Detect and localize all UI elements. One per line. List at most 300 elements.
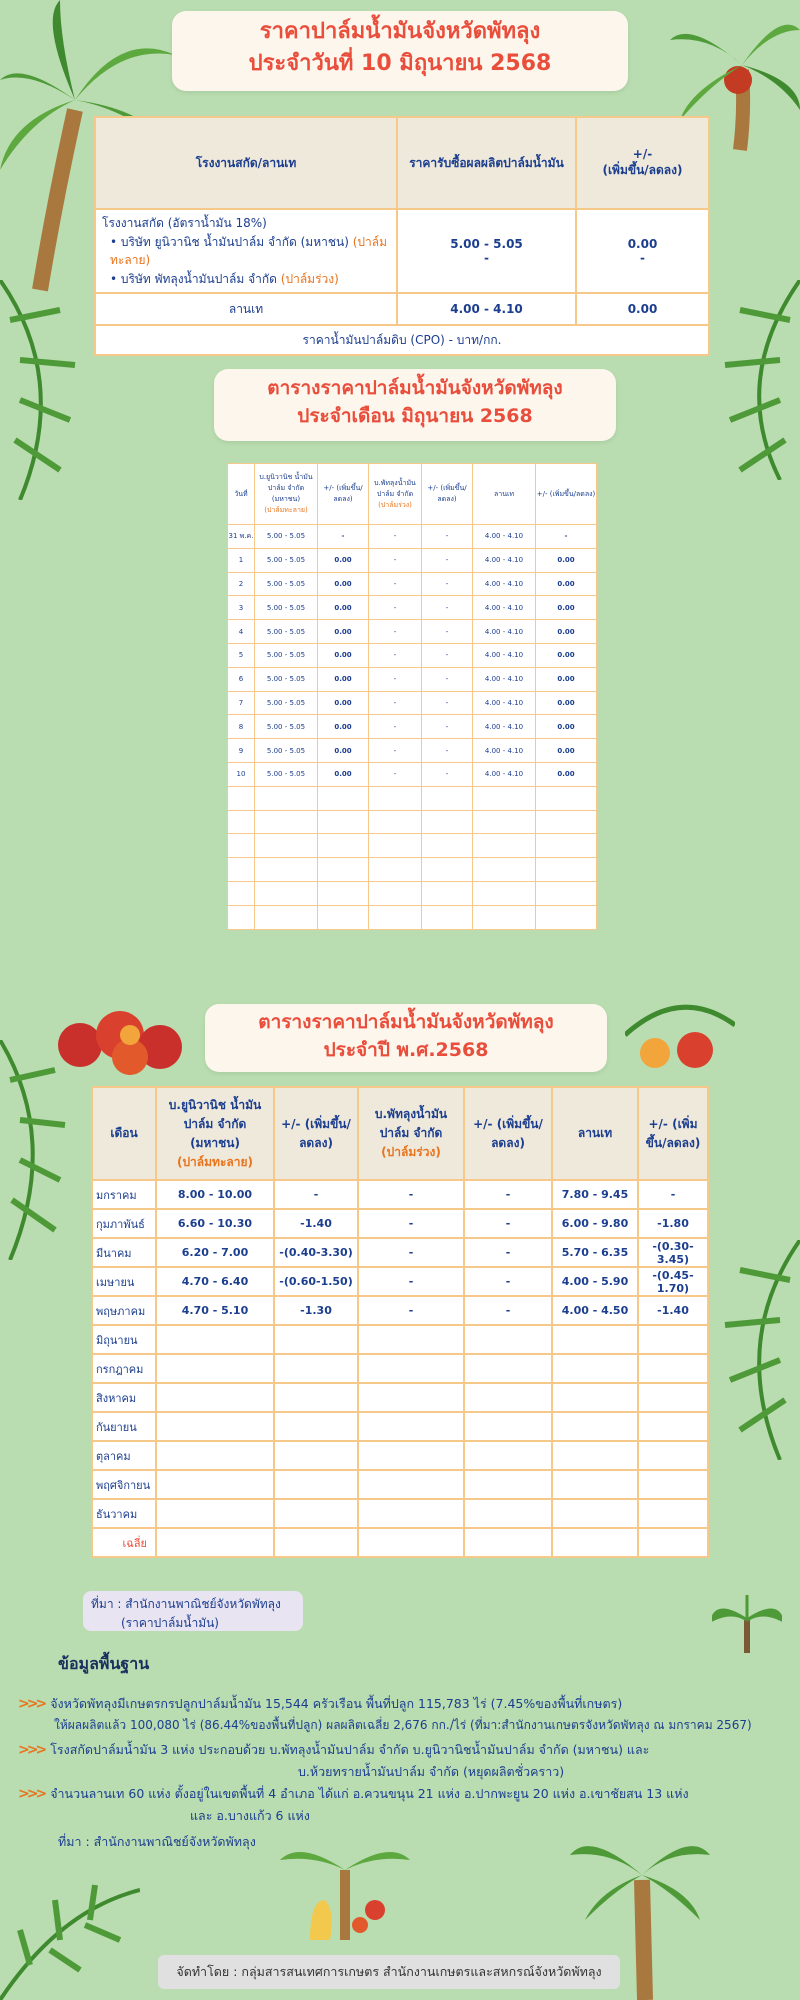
info-text: จำนวนลานเท 60 แห่ง ตั้งอยู่ในเขตพื้นที่ 4 อำเภอ ได้แก่ อ.ควนขนุน 21 แห่ง อ.ปากพะยูน 20 แห่ง อ.เขาชัยสน 13 แห่ง xyxy=(50,1786,689,1801)
table-cell xyxy=(228,810,255,834)
table-cell: - xyxy=(422,596,473,620)
palm-leaf-right-icon xyxy=(720,280,800,480)
month-cell: พฤษภาคม xyxy=(92,1296,156,1325)
column-header: ราคารับซื้อผลผลิตปาล์มน้ำมัน xyxy=(397,117,576,209)
table-cell: 0.00 xyxy=(536,762,597,786)
table-row xyxy=(92,1325,708,1354)
table-cell xyxy=(228,786,255,810)
column-header: +/- (เพิ่มขึ้น/ลดลง) xyxy=(422,464,473,525)
table-cell: 4.00 - 4.50 xyxy=(552,1296,638,1325)
column-header-text: บ.พัทลุงน้ำมันปาล์ม จำกัด xyxy=(374,1107,448,1140)
table-cell: -1.80 xyxy=(638,1209,708,1238)
table-row xyxy=(228,596,597,620)
table-cell: 10 xyxy=(228,762,255,786)
table-row xyxy=(228,525,597,549)
title-line-2: ประจำเดือน มิถุนายน 2568 xyxy=(297,404,533,427)
table-row xyxy=(95,325,709,355)
table-cell xyxy=(369,834,422,858)
table-row xyxy=(92,1267,708,1296)
table-cell: 4.00 - 4.10 xyxy=(473,596,536,620)
table-cell: -(0.60-1.50) xyxy=(274,1267,358,1296)
table-cell xyxy=(274,1470,358,1499)
table-cell xyxy=(228,881,255,905)
table-cell xyxy=(638,1412,708,1441)
factory-tag: (ปาล์มทะลาย) xyxy=(110,234,388,268)
basic-info-item-3 xyxy=(18,1784,689,1825)
month-cell: ธันวาคม xyxy=(92,1499,156,1528)
title-line-2: ประจำวันที่ 10 มิถุนายน 2568 xyxy=(248,50,552,76)
table-row xyxy=(92,1499,708,1528)
column-header: ลานเท xyxy=(473,464,536,525)
change-cell xyxy=(576,209,709,293)
table-cell xyxy=(228,905,255,929)
month-cell: มีนาคม xyxy=(92,1238,156,1267)
table-cell xyxy=(274,1412,358,1441)
info-text: จังหวัดพัทลุงมีเกษตรกรปลูกปาล์มน้ำมัน 15,544 ครัวเรือน พื้นที่ปลูก 115,783 ไร่ (7.45%ของพื้นที่เกษตร) xyxy=(50,1696,623,1711)
table-cell: 4.70 - 5.10 xyxy=(156,1296,274,1325)
info-line: ให้ผลผลิตแล้ว 100,080 ไร่ (86.44%ของพื้นที่ปลูก) ผลผลิตเฉลี่ย 2,676 กก./ไร่ (ที่มา:สำนักงานเกษตรจังหวัดพัทลุง ณ มกราคม 2567) xyxy=(54,1717,752,1732)
table-cell: - xyxy=(422,739,473,763)
table-cell xyxy=(464,1441,552,1470)
table-cell: 4.00 - 4.10 xyxy=(473,525,536,549)
table-cell: 5.00 - 5.05 xyxy=(255,739,318,763)
table-cell xyxy=(318,881,369,905)
table-cell: - xyxy=(464,1296,552,1325)
table-cell: 4 xyxy=(228,620,255,644)
table-cell: 2 xyxy=(228,572,255,596)
table-cell: - xyxy=(464,1209,552,1238)
month-cell: ตุลาคม xyxy=(92,1441,156,1470)
table-cell xyxy=(536,786,597,810)
table-cell xyxy=(255,810,318,834)
table-cell: - xyxy=(422,620,473,644)
table-cell: 0.00 xyxy=(318,667,369,691)
table-cell: 4.00 - 4.10 xyxy=(473,620,536,644)
table-cell: - xyxy=(422,762,473,786)
table-header-row xyxy=(95,117,709,209)
table-row xyxy=(228,667,597,691)
column-header: +/- (เพิ่มขึ้น/ลดลง) xyxy=(274,1087,358,1180)
table-cell xyxy=(638,1441,708,1470)
info-line xyxy=(18,1694,752,1716)
footer: จัดทำโดย : กลุ่มสารสนเทศการเกษตร สำนักงานเกษตรและสหกรณ์จังหวัดพัทลุง xyxy=(158,1955,620,1989)
monthly-title xyxy=(214,369,616,441)
palm-fruit-icon xyxy=(50,1005,200,1075)
table-cell xyxy=(552,1441,638,1470)
change-value: - xyxy=(640,251,645,266)
basic-info-item-1 xyxy=(18,1694,752,1734)
column-header: เดือน xyxy=(92,1087,156,1180)
table-row xyxy=(92,1383,708,1412)
table-cell xyxy=(228,858,255,882)
table-row-empty xyxy=(228,905,597,929)
info-text: โรงสกัดปาล์มน้ำมัน 3 แห่ง ประกอบด้วย บ.พัทลุงน้ำมันปาล์ม จำกัด บ.ยูนิวานิชน้ำมันปาล์ม จำกัด (มหาชน) และ xyxy=(50,1742,650,1757)
table-cell xyxy=(464,1354,552,1383)
table-cell xyxy=(422,810,473,834)
table-cell xyxy=(369,881,422,905)
table-cell: - xyxy=(422,548,473,572)
table-cell: 0.00 xyxy=(318,620,369,644)
column-header: +/- (เพิ่มขึ้น/ลดลง) xyxy=(464,1087,552,1180)
table-cell: 0.00 xyxy=(536,691,597,715)
table-cell: - xyxy=(369,715,422,739)
palm-leaf-left-icon xyxy=(0,280,80,500)
table-cell xyxy=(638,1325,708,1354)
factory-name: บริษัท ยูนิวานิช น้ำมันปาล์ม จำกัด (มหาชน) xyxy=(120,234,349,249)
column-header xyxy=(576,117,709,209)
palm-leaf-right-icon xyxy=(720,1240,800,1460)
table-cell: - xyxy=(369,525,422,549)
factory-name: บริษัท พัทลุงน้ำมันปาล์ม จำกัด xyxy=(120,271,277,286)
table-cell: 4.00 - 4.10 xyxy=(473,572,536,596)
table-cell: 4.00 - 5.90 xyxy=(552,1267,638,1296)
price-value: 4.00 - 4.10 xyxy=(397,293,576,325)
table-cell xyxy=(358,1412,464,1441)
palm-worker-icon xyxy=(270,1830,420,1950)
table-cell: 0.00 xyxy=(318,548,369,572)
table-cell: -(0.40-3.30) xyxy=(274,1238,358,1267)
table-cell: 8 xyxy=(228,715,255,739)
table-cell: - xyxy=(358,1180,464,1209)
price-value: 5.00 - 5.05 xyxy=(450,237,523,252)
column-header xyxy=(369,464,422,525)
month-cell: เฉลี่ย xyxy=(92,1528,156,1557)
table-cell: 0.00 xyxy=(536,643,597,667)
column-header: ลานเท xyxy=(552,1087,638,1180)
table-row xyxy=(228,572,597,596)
table-cell xyxy=(358,1383,464,1412)
table-cell xyxy=(536,858,597,882)
table-cell xyxy=(255,858,318,882)
table-cell: 0.00 xyxy=(536,596,597,620)
source-line: (ราคาปาล์มน้ำมัน) xyxy=(121,1616,219,1630)
table-cell xyxy=(552,1470,638,1499)
month-cell: กุมภาพันธ์ xyxy=(92,1209,156,1238)
factory-group-label: โรงงานสกัด (อัตราน้ำมัน 18%) xyxy=(102,216,267,230)
month-cell: กันยายน xyxy=(92,1412,156,1441)
table-cell: -1.40 xyxy=(638,1296,708,1325)
table-cell xyxy=(464,1325,552,1354)
yearly-price-table xyxy=(91,1086,709,1558)
table-cell xyxy=(255,786,318,810)
palm-fruit-icon xyxy=(625,995,735,1075)
table-cell: - xyxy=(369,572,422,596)
column-header: +/- (เพิ่มขึ้น/ลดลง) xyxy=(318,464,369,525)
table-cell: 4.00 - 4.10 xyxy=(473,691,536,715)
table-cell: - xyxy=(369,548,422,572)
table-cell: - xyxy=(369,643,422,667)
table-cell: 0.00 xyxy=(536,620,597,644)
table-cell: 5.00 - 5.05 xyxy=(255,643,318,667)
table-cell xyxy=(473,881,536,905)
table-row-empty xyxy=(228,834,597,858)
table-cell: - xyxy=(422,715,473,739)
table-cell xyxy=(255,881,318,905)
table-cell: 5.00 - 5.05 xyxy=(255,762,318,786)
table-row xyxy=(228,762,597,786)
table-cell: - xyxy=(422,643,473,667)
table-cell: 9 xyxy=(228,739,255,763)
table-cell xyxy=(369,786,422,810)
table-row xyxy=(228,739,597,763)
column-header-tag: (ปาล์มร่วง) xyxy=(381,1145,441,1159)
table-cell xyxy=(358,1441,464,1470)
table-cell xyxy=(422,905,473,929)
column-header-text: บ.ยูนิวานิช น้ำมันปาล์ม จำกัด (มหาชน) xyxy=(259,473,313,503)
table-header-row xyxy=(228,464,597,525)
table-cell: 6.20 - 7.00 xyxy=(156,1238,274,1267)
table-cell xyxy=(536,834,597,858)
table-cell: 6.60 - 10.30 xyxy=(156,1209,274,1238)
table-cell: - xyxy=(369,596,422,620)
month-cell: สิงหาคม xyxy=(92,1383,156,1412)
table-cell xyxy=(422,858,473,882)
table-cell: - xyxy=(422,525,473,549)
arrow-icon: >>> xyxy=(18,1742,45,1758)
column-header: +/- (เพิ่มขึ้น/ลดลง) xyxy=(536,464,597,525)
column-header-tag: (ปาล์มทะลาย) xyxy=(176,1154,254,1169)
table-cell xyxy=(536,810,597,834)
table-cell xyxy=(473,834,536,858)
table-cell: 4.00 - 4.10 xyxy=(473,643,536,667)
table-cell xyxy=(552,1528,638,1557)
month-cell: พฤศจิกายน xyxy=(92,1470,156,1499)
table-cell: 6 xyxy=(228,667,255,691)
table-cell xyxy=(274,1441,358,1470)
table-cell xyxy=(358,1470,464,1499)
change-value: 0.00 xyxy=(576,293,709,325)
table-cell xyxy=(274,1528,358,1557)
table-cell: -1.40 xyxy=(274,1209,358,1238)
table-row xyxy=(92,1470,708,1499)
info-line xyxy=(18,1740,649,1762)
table-cell: - xyxy=(369,739,422,763)
table-cell xyxy=(473,905,536,929)
table-cell: - xyxy=(369,691,422,715)
table-cell: 0.00 xyxy=(536,715,597,739)
table-cell: 5.00 - 5.05 xyxy=(255,715,318,739)
table-cell: 7.80 - 9.45 xyxy=(552,1180,638,1209)
basic-info-source: ที่มา : สำนักงานพาณิชย์จังหวัดพัทลุง xyxy=(58,1834,256,1849)
table-cell: 0.00 xyxy=(318,643,369,667)
table-cell xyxy=(156,1441,274,1470)
table-cell xyxy=(318,786,369,810)
table-cell xyxy=(369,905,422,929)
table-cell: 5 xyxy=(228,643,255,667)
table-cell: 4.00 - 4.10 xyxy=(473,548,536,572)
table-cell: 0.00 xyxy=(318,691,369,715)
table-cell: 31 พ.ค. xyxy=(228,525,255,549)
cpo-price: ราคาน้ำมันปาล์มดิบ (CPO) - บาท/กก. xyxy=(95,325,709,355)
table-cell: - xyxy=(358,1238,464,1267)
table-cell: 1 xyxy=(228,548,255,572)
table-row xyxy=(92,1209,708,1238)
table-cell: 4.00 - 4.10 xyxy=(473,762,536,786)
table-row-empty xyxy=(228,858,597,882)
table-row xyxy=(92,1296,708,1325)
table-cell xyxy=(638,1499,708,1528)
table-cell xyxy=(369,810,422,834)
table-cell: - xyxy=(638,1180,708,1209)
table-cell xyxy=(473,786,536,810)
table-row-empty xyxy=(228,881,597,905)
table-cell xyxy=(638,1354,708,1383)
table-cell xyxy=(358,1325,464,1354)
table-cell xyxy=(422,881,473,905)
table-cell: 0.00 xyxy=(318,596,369,620)
table-cell xyxy=(156,1412,274,1441)
table-cell xyxy=(318,834,369,858)
table-cell xyxy=(156,1528,274,1557)
source-line: ที่มา : สำนักงานพาณิชย์จังหวัดพัทลุง xyxy=(91,1597,281,1611)
table-cell: 5.00 - 5.05 xyxy=(255,572,318,596)
table-cell: 5.00 - 5.05 xyxy=(255,620,318,644)
table-cell: 5.00 - 5.05 xyxy=(255,596,318,620)
column-header-text: บ.ยูนิวานิช น้ำมันปาล์ม จำกัด (มหาชน) xyxy=(168,1097,262,1150)
table-cell xyxy=(156,1325,274,1354)
page-title xyxy=(172,11,628,91)
table-row xyxy=(228,691,597,715)
table-cell: -1.30 xyxy=(274,1296,358,1325)
table-cell xyxy=(156,1383,274,1412)
table-cell: 0.00 xyxy=(318,762,369,786)
column-header-tag: (ปาล์มร่วง) xyxy=(378,500,412,509)
table-row xyxy=(92,1354,708,1383)
price-value: - xyxy=(484,251,489,266)
table-cell xyxy=(464,1528,552,1557)
yearly-title xyxy=(205,1004,607,1072)
table-cell: 3 xyxy=(228,596,255,620)
table-cell: 4.00 - 4.10 xyxy=(473,667,536,691)
factory-1: • บริษัท ยูนิวานิช น้ำมันปาล์ม จำกัด (มหาชน) (ปาล์มทะลาย) xyxy=(110,234,388,268)
info-line: และ อ.บางแก้ว 6 แห่ง xyxy=(190,1807,310,1823)
table-cell: - xyxy=(464,1180,552,1209)
title-line-1: ตารางราคาปาล์มน้ำมันจังหวัดพัทลุง xyxy=(258,1011,554,1033)
table-cell: - xyxy=(422,572,473,596)
month-cell: มิถุนายน xyxy=(92,1325,156,1354)
column-header-line: +/- xyxy=(632,146,653,161)
table-cell: 0.00 xyxy=(536,739,597,763)
daily-price-table xyxy=(94,116,710,356)
table-cell xyxy=(638,1470,708,1499)
info-line: บ.ห้วยทรายน้ำมันปาล์ม จำกัด (หยุดผลิตชั่วคราว) xyxy=(298,1763,565,1779)
arrow-icon: >>> xyxy=(18,1696,45,1712)
table-cell: 4.70 - 6.40 xyxy=(156,1267,274,1296)
table-cell: 0.00 xyxy=(318,715,369,739)
table-cell xyxy=(228,834,255,858)
table-cell xyxy=(318,810,369,834)
table-cell xyxy=(422,834,473,858)
table-cell: - xyxy=(318,525,369,549)
table-cell: - xyxy=(369,620,422,644)
factory-2: • บริษัท พัทลุงน้ำมันปาล์ม จำกัด (ปาล์มร่วง) xyxy=(110,271,339,286)
table-cell xyxy=(274,1499,358,1528)
table-cell: - xyxy=(274,1180,358,1209)
table-cell: - xyxy=(358,1296,464,1325)
table-cell xyxy=(156,1354,274,1383)
month-cell: เมษายน xyxy=(92,1267,156,1296)
column-header xyxy=(156,1087,274,1180)
table-row-empty xyxy=(228,810,597,834)
table-cell: 4.00 - 4.10 xyxy=(473,715,536,739)
table-row xyxy=(92,1528,708,1557)
table-cell xyxy=(464,1470,552,1499)
title-line-2: ประจำปี พ.ศ.2568 xyxy=(323,1038,489,1061)
table-header-row xyxy=(92,1087,708,1180)
table-cell: - xyxy=(358,1209,464,1238)
basic-info-title: ข้อมูลพื้นฐาน xyxy=(58,1654,150,1673)
lante-label: ลานเท xyxy=(95,293,397,325)
table-cell: -(0.45-1.70) xyxy=(638,1267,708,1296)
source-note xyxy=(83,1591,303,1631)
table-cell: 5.00 - 5.05 xyxy=(255,691,318,715)
column-header: วันที่ xyxy=(228,464,255,525)
month-cell: มกราคม xyxy=(92,1180,156,1209)
table-cell xyxy=(156,1470,274,1499)
table-row xyxy=(228,620,597,644)
title-line-1: ตารางราคาปาล์มน้ำมันจังหวัดพัทลุง xyxy=(267,377,563,399)
monthly-price-table xyxy=(227,463,597,930)
arrow-icon: >>> xyxy=(18,1786,45,1802)
month-cell: กรกฎาคม xyxy=(92,1354,156,1383)
table-cell: 5.00 - 5.05 xyxy=(255,667,318,691)
table-cell: 5.00 - 5.05 xyxy=(255,525,318,549)
table-row xyxy=(92,1180,708,1209)
table-cell xyxy=(422,786,473,810)
column-header xyxy=(255,464,318,525)
table-cell: 0.00 xyxy=(536,667,597,691)
table-row-empty xyxy=(228,786,597,810)
table-cell xyxy=(358,1499,464,1528)
table-cell xyxy=(274,1383,358,1412)
table-cell: 8.00 - 10.00 xyxy=(156,1180,274,1209)
table-cell: - xyxy=(536,525,597,549)
price-cell xyxy=(397,209,576,293)
table-cell xyxy=(255,834,318,858)
table-cell xyxy=(358,1354,464,1383)
table-cell xyxy=(552,1325,638,1354)
table-cell: 0.00 xyxy=(318,739,369,763)
table-row xyxy=(228,715,597,739)
column-header-text: บ.พัทลุงน้ำมันปาล์ม จำกัด xyxy=(374,478,416,498)
table-cell xyxy=(638,1528,708,1557)
table-cell: 5.70 - 6.35 xyxy=(552,1238,638,1267)
table-cell xyxy=(318,905,369,929)
palm-leaf-bottom-left-icon xyxy=(0,1870,140,2000)
table-row xyxy=(228,643,597,667)
table-cell xyxy=(552,1412,638,1441)
table-cell: -(0.30-3.45) xyxy=(638,1238,708,1267)
table-row xyxy=(95,293,709,325)
table-cell xyxy=(156,1499,274,1528)
table-cell xyxy=(464,1412,552,1441)
column-header xyxy=(358,1087,464,1180)
table-cell: - xyxy=(422,667,473,691)
palm-seedling-icon xyxy=(712,1595,782,1655)
column-header: +/- (เพิ่มขึ้น/ลดลง) xyxy=(638,1087,708,1180)
table-cell: 0.00 xyxy=(318,572,369,596)
table-cell: - xyxy=(464,1267,552,1296)
table-cell xyxy=(552,1383,638,1412)
table-cell: - xyxy=(358,1267,464,1296)
table-cell xyxy=(552,1354,638,1383)
table-cell xyxy=(464,1499,552,1528)
table-cell xyxy=(473,810,536,834)
basic-info-item-2 xyxy=(18,1740,649,1781)
table-cell xyxy=(255,905,318,929)
column-header-tag: (ปาล์มทะลาย) xyxy=(264,506,308,514)
table-cell: 6.00 - 9.80 xyxy=(552,1209,638,1238)
